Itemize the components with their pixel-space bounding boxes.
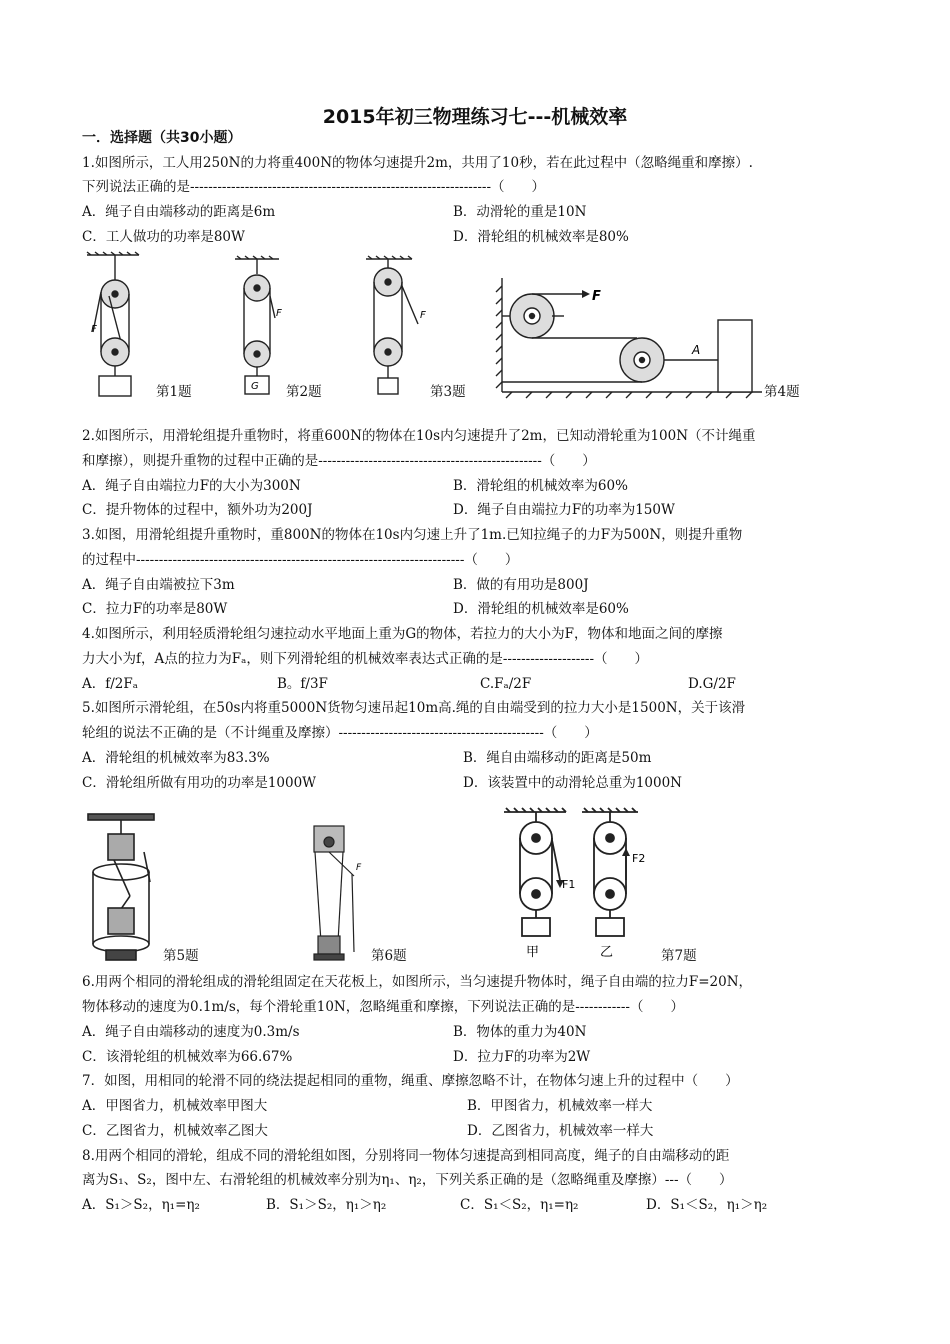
q1-option-b: B．动滑轮的重是10N	[453, 204, 587, 220]
q4-option-d: D.G/2F	[688, 676, 736, 692]
q5-option-b: B．绳自由端移动的距离是50m	[463, 750, 652, 766]
q6-option-a: A．绳子自由端移动的速度为0.3m/s	[82, 1024, 300, 1040]
q4-stem-line2: 力大小为f，A点的拉力为Fₐ，则下列滑轮组的机械效率表达式正确的是--------------------（ ）	[82, 651, 649, 667]
fig7-caption: 第7题	[661, 948, 697, 964]
fig4-caption: 第4题	[764, 384, 800, 400]
q2-option-d: D．绳子自由端拉力F的功率为150W	[453, 502, 675, 518]
q6-option-b: B．物体的重力为40N	[453, 1024, 587, 1040]
q2-option-c: C．提升物体的过程中，额外功为200J	[82, 502, 313, 518]
q8-option-b: B．S₁＞S₂，η₁＞η₂	[266, 1197, 387, 1213]
q8-option-d: D．S₁＜S₂，η₁＞η₂	[646, 1197, 768, 1213]
fig3-label-f: F	[420, 310, 426, 321]
q2-option-b: B．滑轮组的机械效率为60%	[453, 478, 628, 494]
fig6-caption: 第6题	[371, 948, 407, 964]
q7-option-d: D．乙图省力，机械效率一样大	[467, 1123, 654, 1139]
q5-stem-line2: 轮组的说法不正确的是（不计绳重及摩擦）---------------------------------------------（ ）	[82, 725, 598, 741]
fig1-pulley-diagram	[85, 252, 145, 400]
q3-option-c: C．拉力F的功率是80W	[82, 601, 228, 617]
q4-option-c: C.Fₐ/2F	[480, 676, 532, 692]
q1-option-a: A．绳子自由端移动的距离是6m	[82, 204, 276, 220]
q4-option-a: A．f/2Fₐ	[82, 676, 138, 692]
q5-stem-line1: 5.如图所示滑轮组，在50s内将重5000N货物匀速吊起10m高.绳的自由端受到的拉力大小是1500N，关于该滑	[82, 700, 746, 716]
q8-stem-line1: 8.用两个相同的滑轮，组成不同的滑轮组如图，分别将同一物体匀速提高到相同高度，绳子的自由端移动的距	[82, 1148, 730, 1164]
fig2-label-f: F	[276, 308, 282, 319]
q3-option-a: A．绳子自由端被拉下3m	[82, 577, 235, 593]
fig7-label-jia: 甲	[526, 945, 540, 960]
fig7-label-f1: F1	[562, 878, 576, 891]
q5-option-c: C．滑轮组所做有用功的功率是1000W	[82, 775, 317, 791]
q6-option-c: C．该滑轮组的机械效率为66.67%	[82, 1049, 293, 1065]
q8-option-a: A．S₁＞S₂，η₁=η₂	[82, 1197, 200, 1213]
fig2-label-g: G	[251, 381, 259, 392]
q8-option-c: C．S₁＜S₂，η₁=η₂	[460, 1197, 579, 1213]
q1-option-d: D．滑轮组的机械效率是80%	[453, 229, 629, 245]
q5-option-a: A．滑轮组的机械效率为83.3%	[82, 750, 270, 766]
fig2-caption: 第2题	[286, 384, 322, 400]
q2-stem-line2: 和摩擦），则提升重物的过程中正确的是-------------------------------------------------（ ）	[82, 453, 596, 469]
q7-option-c: C．乙图省力，机械效率乙图大	[82, 1123, 268, 1139]
q6-stem-line1: 6.用两个相同的滑轮组成的滑轮组固定在天花板上，如图所示，当匀速提升物体时，绳子自由端的拉力F=20N，	[82, 974, 753, 990]
fig7-label-yi: 乙	[600, 945, 614, 960]
fig6-pulley-diagram	[296, 824, 370, 964]
q3-option-d: D．滑轮组的机械效率是60%	[453, 601, 629, 617]
q3-stem-line1: 3.如图，用滑轮组提升重物时，重800N的物体在10s内匀速上升了1m.已知拉绳子的力F为500N，则提升重物	[82, 527, 743, 543]
q1-stem-line2: 下列说法正确的是------------------------------------------------------------------（ ）	[82, 179, 546, 195]
fig5-pulley-diagram	[84, 812, 160, 964]
q1-stem-line1: 1.如图所示，工人用250N的力将重400N的物体匀速提升2m，共用了10秒，若在此过程中（忽略绳重和摩擦）.	[82, 155, 753, 171]
fig6-label-f: F	[356, 863, 362, 873]
section-heading: 一．选择题（共30小题）	[82, 130, 242, 146]
fig3-pulley-diagram	[362, 256, 432, 398]
fig1-label-f: F	[91, 324, 97, 335]
q6-stem-line2: 物体移动的速度为0.1m/s，每个滑轮重10N，忽略绳重和摩擦，下列说法正确的是------------（ ）	[82, 999, 684, 1015]
q3-option-b: B．做的有用功是800J	[453, 577, 589, 593]
q1-option-c: C．工人做功的功率是80W	[82, 229, 245, 245]
fig5-caption: 第5题	[163, 948, 199, 964]
q3-stem-line2: 的过程中------------------------------------------------------------------------（ ）	[82, 552, 519, 568]
fig4-label-a: A	[692, 343, 701, 357]
q2-stem-line1: 2.如图所示，用滑轮组提升重物时，将重600N的物体在10s内匀速提升了2m，已知动滑轮重为100N（不计绳重	[82, 428, 756, 444]
q5-option-d: D．该装置中的动滑轮总重为1000N	[463, 775, 682, 791]
fig4-label-f: F	[592, 289, 601, 304]
q4-stem-line1: 4.如图所示，利用轻质滑轮组匀速拉动水平地面上重为G的物体，若拉力的大小为F，物体和地面之间的摩擦	[82, 626, 723, 642]
q7-stem-line1: 7．如图，用相同的轮滑不同的绕法提起相同的重物，绳重、摩擦忽略不计，在物体匀速上升的过程中（ ）	[82, 1073, 739, 1089]
q8-stem-line2: 离为S₁、S₂，图中左、右滑轮组的机械效率分别为η₁、η₂，下列关系正确的是（忽略绳重及摩擦）---（ ）	[82, 1172, 733, 1188]
fig7-label-f2: F2	[632, 852, 646, 865]
page-title: 2015年初三物理练习七---机械效率	[322, 106, 628, 128]
fig3-caption: 第3题	[430, 384, 466, 400]
fig4-pulley-diagram	[492, 276, 764, 400]
q7-option-a: A．甲图省力，机械效率甲图大	[82, 1098, 268, 1114]
fig2-pulley-diagram	[235, 256, 285, 398]
fig1-caption: 第1题	[156, 384, 192, 400]
q2-option-a: A．绳子自由端拉力F的大小为300N	[82, 478, 301, 494]
q7-option-b: B．甲图省力，机械效率一样大	[467, 1098, 653, 1114]
q4-option-b: B。f/3F	[277, 676, 328, 692]
fig7-pulley-diagram	[500, 808, 660, 964]
q6-option-d: D．拉力F的功率为2W	[453, 1049, 591, 1065]
